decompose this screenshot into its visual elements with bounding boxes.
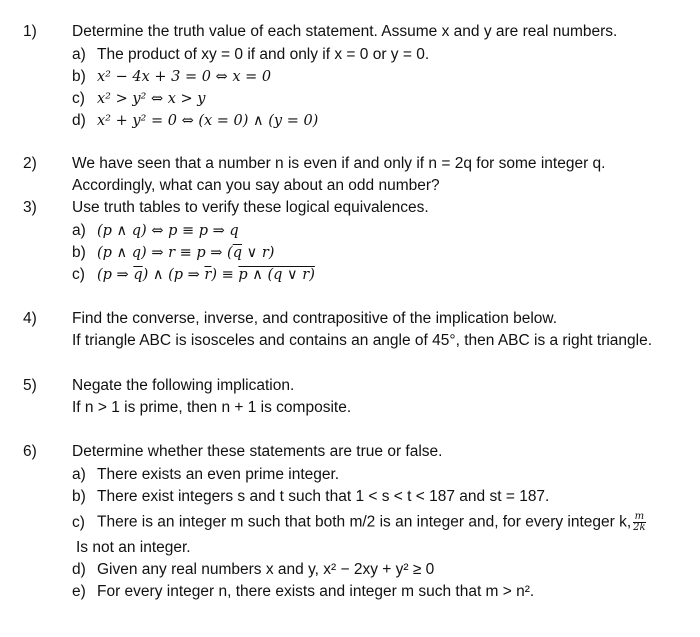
q1-a: [72, 45, 429, 65]
q5-line2: If n > 1 is prime, then n + 1 is composite.: [72, 399, 352, 416]
q6-e: [72, 582, 534, 602]
q1-number: 1): [23, 23, 37, 40]
q1-b: [72, 67, 271, 87]
q6-c-label: c): [72, 513, 85, 531]
q2-number: 2): [23, 155, 37, 172]
q2-line1: We have seen that a number n is even if and only if n = 2q for some integer q.: [72, 155, 606, 172]
q6-c-frac-num: m: [634, 511, 645, 522]
q6-number: 6): [23, 443, 37, 460]
q6-a-label: a): [72, 466, 86, 483]
q1-c-text: x² > y² ⇔ x > y: [97, 91, 206, 107]
q6-b-label: b): [72, 488, 86, 505]
q3-c-negated-expr: p ∧ (q ∨ r): [238, 267, 315, 283]
q1-c: [72, 89, 205, 109]
q5-number: 5): [23, 377, 37, 394]
q3-a-text: (p ∧ q) ⇔ p ≡ p ⇒ q: [97, 223, 239, 239]
q6-a: [72, 465, 339, 485]
q3-c: [72, 265, 315, 285]
q6-c: [72, 512, 646, 533]
q1-a-text: The product of xy = 0 if and only if x = 0 or y = 0.: [97, 46, 430, 63]
q6-d-text: Given any real numbers x and y, x² − 2xy + y² ≥ 0: [97, 561, 435, 578]
q6-text: Determine whether these statements are true or false.: [72, 443, 443, 460]
q6-c-text: There is an integer m such that both m/2 is an integer and, for every integer k,: [97, 513, 632, 531]
q4-line1: Find the converse, inverse, and contrapositive of the implication below.: [72, 310, 558, 327]
q3-c-negated-q: $\overline{q}$: [133, 267, 143, 283]
q3-a-label: a): [72, 222, 86, 239]
q6-d-label: d): [72, 561, 86, 578]
q4-line2: If triangle ABC is isosceles and contains an angle of 45°, then ABC is a right triangle.: [72, 332, 653, 349]
q3-a: [72, 221, 239, 241]
q1-a-label: a): [72, 46, 86, 63]
q3-c-part2: ) ∧ (p ⇒: [142, 267, 205, 283]
q6-a-text: There exists an even prime integer.: [97, 466, 340, 483]
q6-d: [72, 560, 434, 580]
q2-line2: Accordingly, what can you say about an odd number?: [72, 177, 440, 194]
q5-line1: Negate the following implication.: [72, 377, 295, 394]
q6-b: [72, 487, 549, 507]
q6-b-text: There exist integers s and t such that 1 < s < t < 187 and st = 187.: [97, 488, 550, 505]
q1-b-label: b): [72, 68, 86, 85]
q3-c-label: c): [72, 266, 85, 283]
q6-e-text: For every integer n, there exists and integer m such that m > n².: [97, 583, 535, 600]
q6-c-fraction: [633, 512, 645, 533]
q3-c-negated-r: $\overline{r}$: [204, 267, 212, 283]
q3-b-label: b): [72, 244, 86, 261]
q3-text: Use truth tables to verify these logical equivalences.: [72, 199, 429, 216]
q1-c-label: c): [72, 90, 85, 107]
q3-b-negated-q: $\overline{q}$: [232, 245, 242, 261]
q3-number: 3): [23, 199, 37, 216]
q4-number: 4): [23, 310, 37, 327]
q1-d-text: x² + y² = 0 ⇔ (x = 0) ∧ (y = 0): [97, 113, 319, 129]
q6-c-continuation: Is not an integer.: [76, 539, 191, 556]
q1-d: [72, 111, 318, 131]
q6-c-frac-den: 2k: [633, 522, 646, 533]
q3-c-part1: (p ⇒: [97, 267, 134, 283]
q3-b: [72, 243, 274, 263]
q1-text: Determine the truth value of each statement. Assume x and y are real numbers.: [72, 23, 618, 40]
q6-e-label: e): [72, 583, 86, 600]
q3-c-part3: ) ≡: [211, 267, 239, 283]
q3-b-right: ∨ r): [241, 245, 275, 261]
q1-b-text: x² − 4x + 3 = 0 ⇔ x = 0: [97, 69, 272, 85]
q1-d-label: d): [72, 112, 86, 129]
q3-b-left: (p ∧ q) ⇒ r ≡ p ⇒ (: [97, 245, 233, 261]
